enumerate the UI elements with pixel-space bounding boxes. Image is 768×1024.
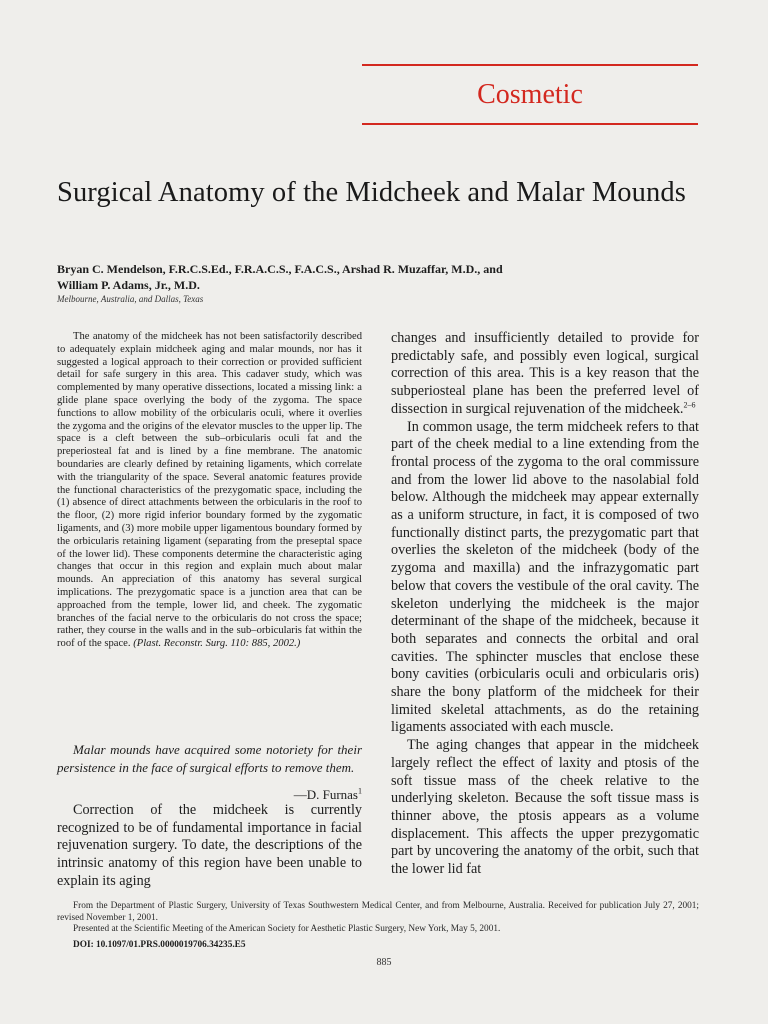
abstract-citation: (Plast. Reconstr. Surg. 110: 885, 2002.)	[133, 638, 301, 650]
right-column	[391, 330, 699, 879]
abstract	[57, 331, 362, 651]
footnote-affiliation: From the Department of Plastic Surgery, University of Texas Southwestern Medical Center, and from Melbourne, Australia. Received for publication July 27, 2001; revised November 1, 2001.	[57, 901, 699, 923]
body-paragraph-1: Correction of the midcheek is currently recognized to be of fundamental importance in facial rejuvenation surgery. To date, the descriptions of the intrinsic anatomy of this region have been unable to explain its aging	[57, 802, 362, 889]
footnotes	[57, 901, 699, 936]
authors-line-1: Bryan C. Mendelson, F.R.C.S.Ed., F.R.A.C.S., F.A.C.S., Arshad R. Muzaffar, M.D., and	[57, 262, 503, 276]
epigraph-author-name: —D. Furnas	[293, 787, 358, 802]
author-list	[57, 261, 697, 293]
body-paragraph-1-continued-text: changes and insufficiently detailed to provide for predictably safe, and possibly even logical, surgical correction of this area. This is a key reason that the subperiosteal plane has been the preferred level of dissection in surgical rejuvenation of the midcheek.	[391, 330, 699, 417]
body-paragraph-1-continued	[391, 330, 699, 419]
abstract-text: The anatomy of the midcheek has not been satisfactorily described to adequately explain midcheek aging and malar mounds, nor has it suggested a logical approach to their correction or provided sufficient detail for safe surgery in this area. This cadaver study, which was complemented by many operative dissections, located a missing link: a glide plane space overlying the body of the zygoma. The space functions to allow mobility of the orbicularis oculi, where it overlies the zygoma and the origins of the elevator muscles to the upper lip. The space is a cleft between the sub–orbicularis oculi fat and the preperiosteal fat and is lined by a fine membrane. The anatomic boundaries are clearly defined by retaining ligaments, which correlate with the triangularity of the space. Several anatomic features provide the functional characteristics of the prezygomatic space, including the (1) absence of direct attachments between the orbicularis in the roof to the floor, (2) more rigid inferior boundary formed by the zygomatic ligaments, and (3) more mobile upper ligamentous boundary formed by the orbicularis retaining ligament (separating from the preseptal space of the lower lid). These components determine the characteristic aging changes that occur in this region and explain much about malar mounds. An appreciation of this anatomy has several surgical implications. The prezygomatic space is a junction area that can be approached from the temple, lower lid, and cheek. The zygomatic branches of the facial nerve to the orbicularis do not cross the space; rather, they course in the walls and in the sub–orbicularis fat within the roof of the space.	[57, 331, 362, 650]
epigraph-reference: 1	[358, 786, 362, 796]
header-rule-bottom	[362, 123, 698, 125]
footnote-presentation: Presented at the Scientific Meeting of the American Society for Aesthetic Plastic Surgery, New York, May 5, 2001.	[73, 924, 501, 934]
article-title: Surgical Anatomy of the Midcheek and Malar Mounds	[57, 177, 686, 208]
authors-line-2: William P. Adams, Jr., M.D.	[57, 278, 200, 292]
body-paragraph-3: The aging changes that appear in the midcheek largely reflect the effect of laxity and ptosis of the soft tissue mass of the cheek relative to the underlying skeleton. Because the soft tissue mass is thinner above, the ptosis appears as a volume displacement. This affects the upper prezygomatic part by uncovering the anatomy of the orbit, such that the lower lid fat	[391, 737, 699, 878]
page-number: 885	[376, 957, 392, 968]
body-paragraph-2: In common usage, the term midcheek refers to that part of the cheek medial to a line extending from the frontal process of the zygoma to the oral commissure and from the lower lid above to the nasolabial fold below. Although the midcheek may appear externally as a uniform structure, in fact, it is composed of two functionally distinct parts, the prezygomatic part that overlies the skeleton of the midcheek (body of the zygoma and maxilla) and the infrazygomatic part below that covers the vestibule of the oral cavity. The skeleton underlying the midcheek is the major determinant of the shape of the midcheek, because it both separates and connects the orbital and oral cavities. The sphincter muscles that enclose these bony cavities (orbicularis oculi and orbicularis oris) share the bony platform of the midcheek for their limited skeletal attachments, as do the retaining ligaments associated with each muscle.	[391, 418, 699, 736]
reference-marker: 2–6	[683, 400, 696, 410]
epigraph-quote: Malar mounds have acquired some notoriety for their persistence in the face of surgical efforts to remove them.	[57, 742, 362, 775]
doi-link[interactable]: DOI: 10.1097/01.PRS.0000019706.34235.E5	[73, 940, 246, 950]
header-rule-top	[362, 64, 698, 66]
section-label: Cosmetic	[477, 79, 583, 110]
author-affiliation: Melbourne, Australia, and Dallas, Texas	[57, 294, 204, 304]
